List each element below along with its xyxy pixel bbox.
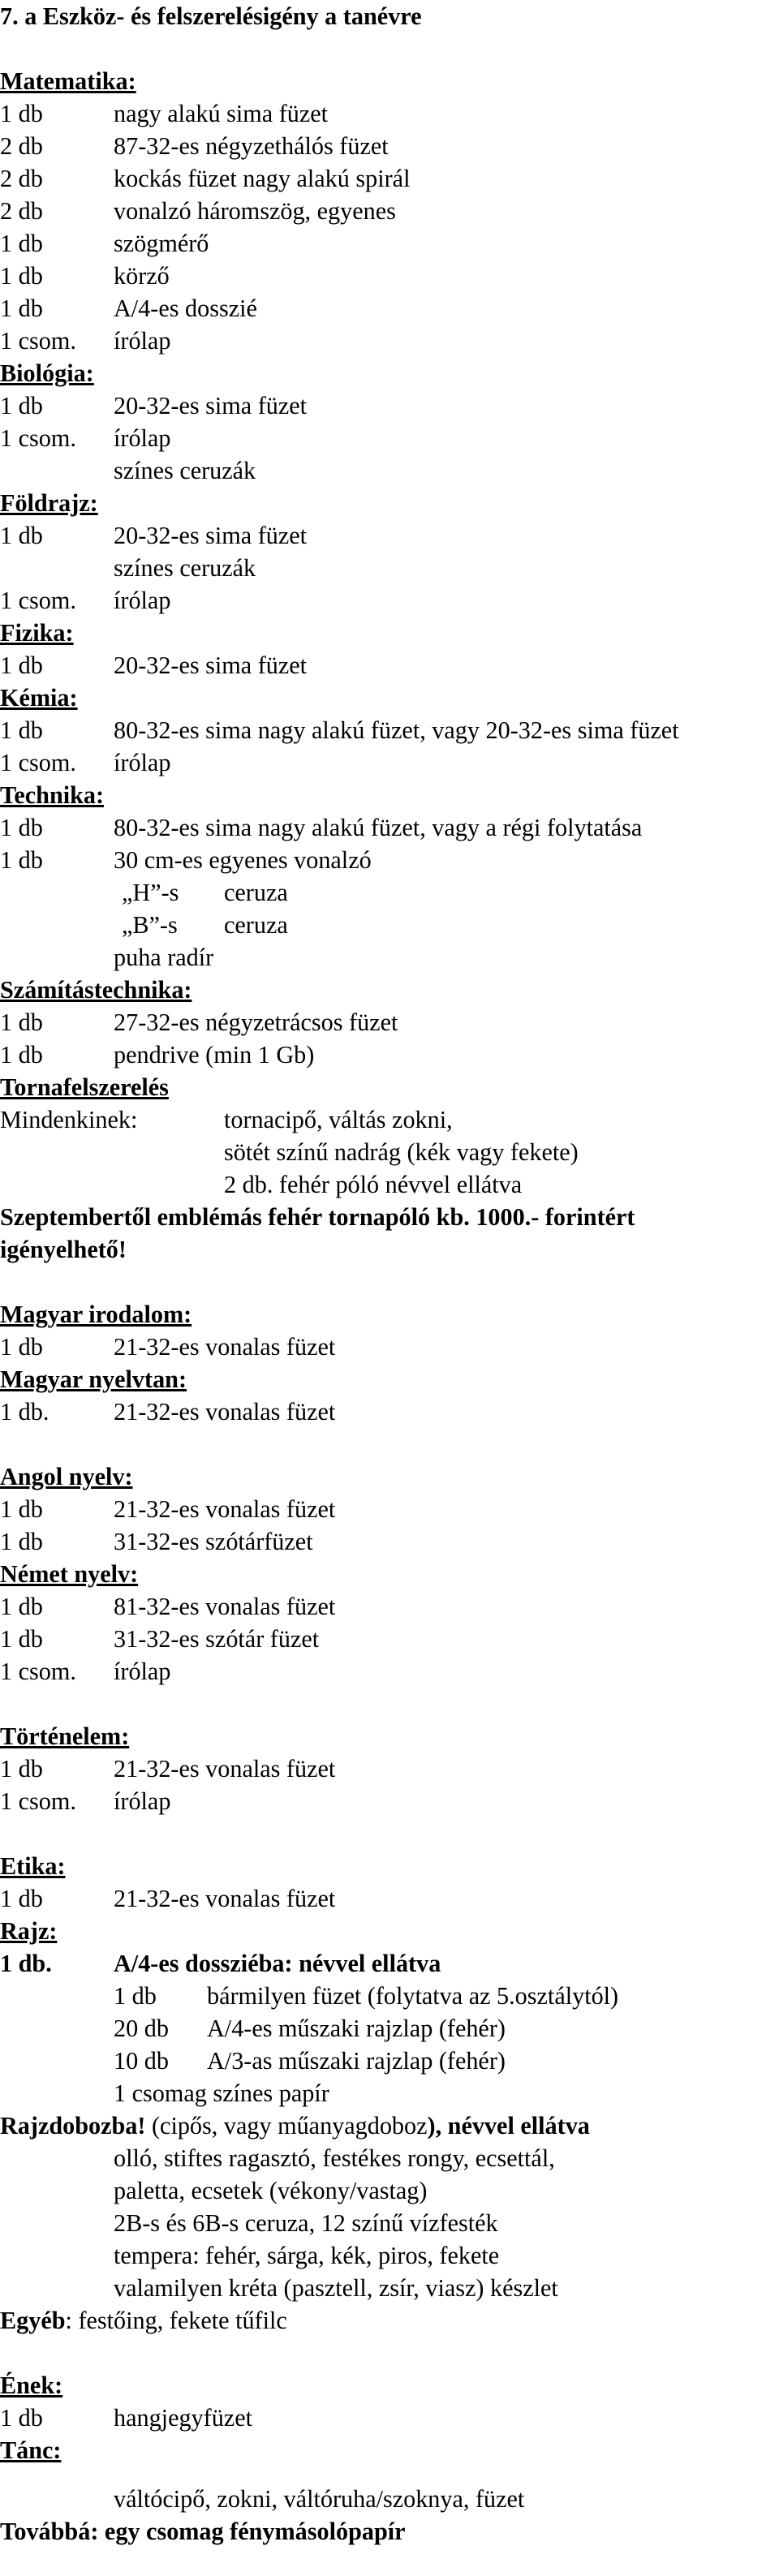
section-heading-foldrajz: Földrajz:	[0, 489, 98, 517]
section-heading-tanc: Tánc:	[0, 2436, 62, 2464]
torna-note: igényelhető!	[0, 1236, 127, 1263]
section-heading-kemia: Kémia:	[0, 684, 78, 712]
section-heading-enek: Ének:	[0, 2372, 63, 2399]
section-heading-rajz: Rajz:	[0, 1917, 58, 1945]
rajzdoboz-line: Rajzdobozba! (cipős, vagy műanyagdoboz), névvel ellátva	[0, 2112, 590, 2139]
torna-note: Szeptembertől emblémás fehér tornapóló kb. 1000.- forintért	[0, 1203, 635, 1231]
section-heading-szamitastechnika: Számítástechnika:	[0, 976, 192, 1004]
section-heading-etika: Etika:	[0, 1852, 66, 1880]
section-heading-biologia: Biológia:	[0, 359, 94, 387]
section-heading-tornafelszereles: Tornafelszerelés	[0, 1073, 169, 1101]
tovabba-line: Továbbá: egy csomag fénymásolópapír	[0, 2518, 406, 2545]
egyeb-line: Egyéb: festőing, fekete tűfilc	[0, 2307, 287, 2334]
section-heading-fizika: Fizika:	[0, 619, 74, 647]
section-heading-magyar-nyelvtan: Magyar nyelvtan:	[0, 1365, 187, 1393]
section-heading-nemet-nyelv: Német nyelv:	[0, 1560, 139, 1588]
section-heading-tortenelem: Történelem:	[0, 1722, 130, 1750]
section-heading-magyar-irodalom: Magyar irodalom:	[0, 1301, 192, 1328]
document-page: 7. a Eszköz- és felszerelésigény a tanévre Matematika: 1 db nagy alakú sima füzet 2 db 87-32-es négyzethálós füzet 2 db kockás füzet nagy alakú spirál 2 db vonalzó háromszög, egyenes 1 db szögmérő 1 db körző 1 db A/4-es dosszié 1 csom. írólap Biológia: 1 db 20-32-es sima füzet 1 csom. írólap színes ceruzák Földrajz: 1 db 20-32-es sima füzet színes ceruzák 1 csom. írólap Fizika: 1 db 20-32-es sima füzet Kémia: 1 db 80-32-es sima nagy alakú füzet, vagy 20-32-es sima füzet 1 csom. írólap Technika: 1 db 80-32-es sima nagy alakú füzet, vagy a régi folytatása 1 db 30 cm-es egyenes vonalzó „H”-s ceruza „B”-s ceruza puha radír Számítástechnika: 1 db 27-32-es négyzetrácsos füzet 1 db pendrive (min 1 Gb) Tornafelszerelés Mindenkinek: tornacipő, váltás zokni, sötét színű nadrág (kék vagy fekete) 2 db. fehér póló névvel ellátva Szeptembertől emblémás fehér tornapóló kb. 1000.- forintért igényelhető! Magyar irodalom: 1 db 21-32-es vonalas füzet Magyar nyelvtan: 1 db. 21-32-es vonalas füzet Angol nyelv: 1 db 21-32-es vonalas füzet 1 db 31-32-es szótárfüzet Német nyelv: 1 db 81-32-es vonalas füzet 1 db 31-32-es szótár füzet 1 csom. írólap Történelem: 1 db 21-32-es vonalas füzet 1 csom. írólap Etika: 1 db 21-32-es vonalas füzet Rajz: 1 db. A/4-es dossziéba: névvel ellátva 1 db bármilyen füzet (folytatva az 5.osztálytól) 20 db A/4-es műszaki rajzlap (fehér) 10 db A/3-as műszaki rajzlap (fehér) 1 csomag színes papír Rajzdobozba! (cipős, vagy műanyagdoboz), névvel ellátva olló, stiftes ragasztó, festékes rongy, ecsettál, paletta, ecsetek (vékony/vastag) 2B-s és 6B-s ceruza, 12 színű vízfesték tempera: fehér, sárga, kék, piros, fekete valamilyen kréta (pasztell, zsír, viasz) készlet Egyéb: festőing, fekete tűfilc Ének: 1 db hangjegyfüzet Tánc: váltócipő, zokni, váltóruha/szoknya, füzet Továbbá: egy csomag fénymásolópapír	[0, 0, 779, 2576]
section-heading-angol-nyelv: Angol nyelv:	[0, 1463, 133, 1490]
page-title: 7. a Eszköz- és felszerelésigény a tanévre	[0, 2, 422, 30]
section-heading-technika: Technika:	[0, 781, 105, 809]
section-heading-matematika: Matematika:	[0, 67, 136, 95]
